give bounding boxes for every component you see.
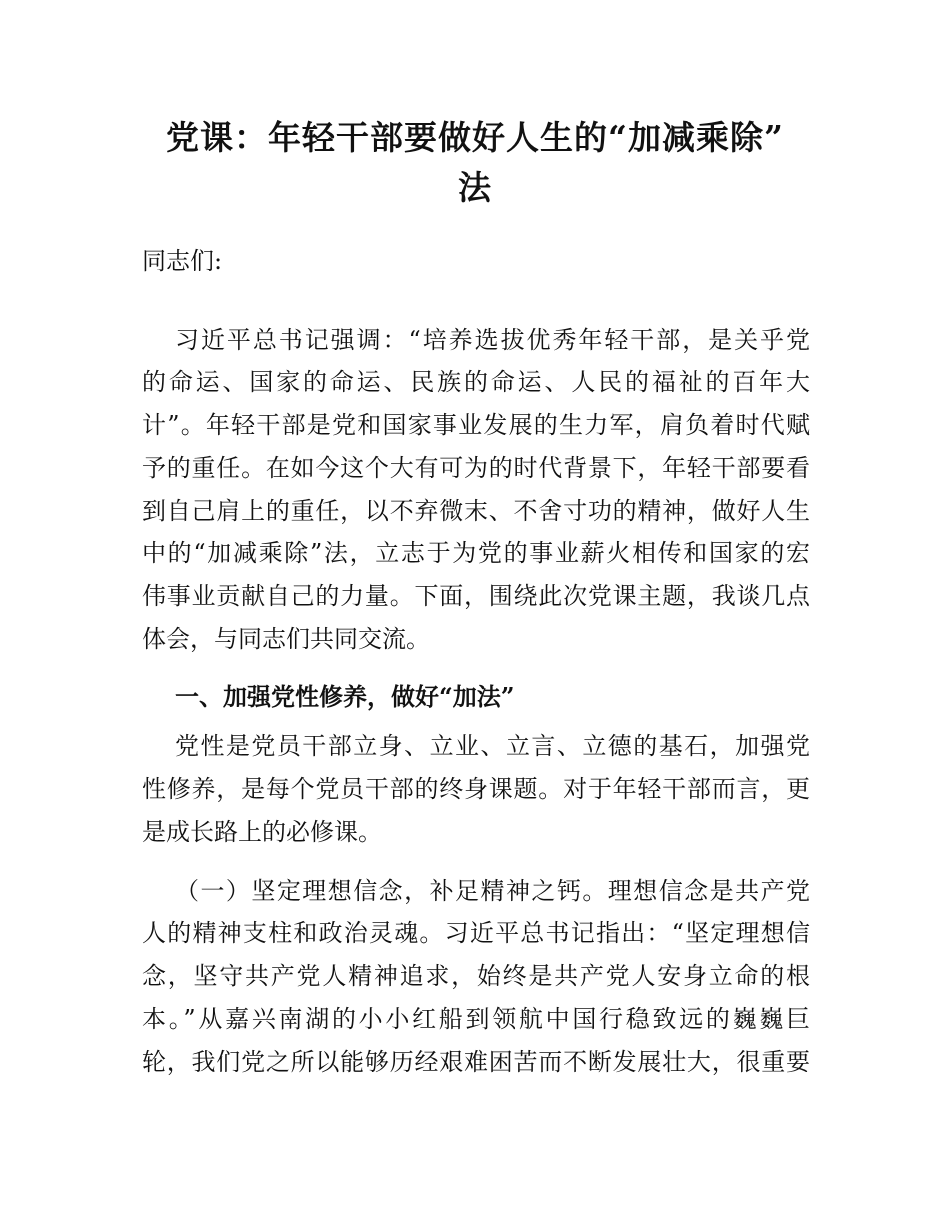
text-line: 轮，我们党之所以能够历经艰难困苦而不断发展壮大，很重要 bbox=[142, 1048, 810, 1076]
text-line: 人的精神支柱和政治灵魂。习近平总书记指出：“坚定理想信 bbox=[142, 919, 810, 947]
text-line: 党性是党员干部立身、立业、立言、立德的基石，加强党 bbox=[175, 732, 810, 760]
text-line: 习近平总书记强调：“培养选拔优秀年轻干部，是关乎党 bbox=[175, 326, 810, 354]
text-line: 中的“加减乘除”法，立志于为党的事业薪火相传和国家的宏 bbox=[142, 539, 810, 567]
text-line: 计”。年轻干部是党和国家事业发展的生力军，肩负着时代赋 bbox=[142, 411, 810, 439]
document-title-line-2: 法 bbox=[458, 168, 492, 207]
text-line: 予的重任。在如今这个大有可为的时代背景下，年轻干部要看 bbox=[142, 454, 810, 482]
text-line: 本。”从嘉兴南湖的小小红船到领航中国行稳致远的巍巍巨 bbox=[142, 1005, 810, 1033]
document-title-line-1: 党课：年轻干部要做好人生的“加减乘除” bbox=[166, 118, 784, 157]
salutation: 同志们: bbox=[142, 247, 223, 275]
text-line: 到自己肩上的重任，以不弃微末、不舍寸功的精神，做好人生 bbox=[142, 497, 810, 525]
text-line: 的命运、国家的命运、民族的命运、人民的福祉的百年大 bbox=[142, 368, 810, 396]
text-line: 是成长路上的必修课。 bbox=[142, 818, 382, 846]
text-line: 念，坚守共产党人精神追求，始终是共产党人安身立命的根 bbox=[142, 962, 810, 990]
text-line: （一）坚定理想信念，补足精神之钙。理想信念是共产党 bbox=[175, 877, 810, 905]
section-heading: 一、加强党性修养，做好“加法” bbox=[175, 682, 515, 711]
text-line: 性修养，是每个党员干部的终身课题。对于年轻干部而言，更 bbox=[142, 775, 810, 803]
text-line: 伟事业贡献自己的力量。下面，围绕此次党课主题，我谈几点 bbox=[142, 582, 810, 610]
text-line: 体会，与同志们共同交流。 bbox=[142, 625, 430, 653]
